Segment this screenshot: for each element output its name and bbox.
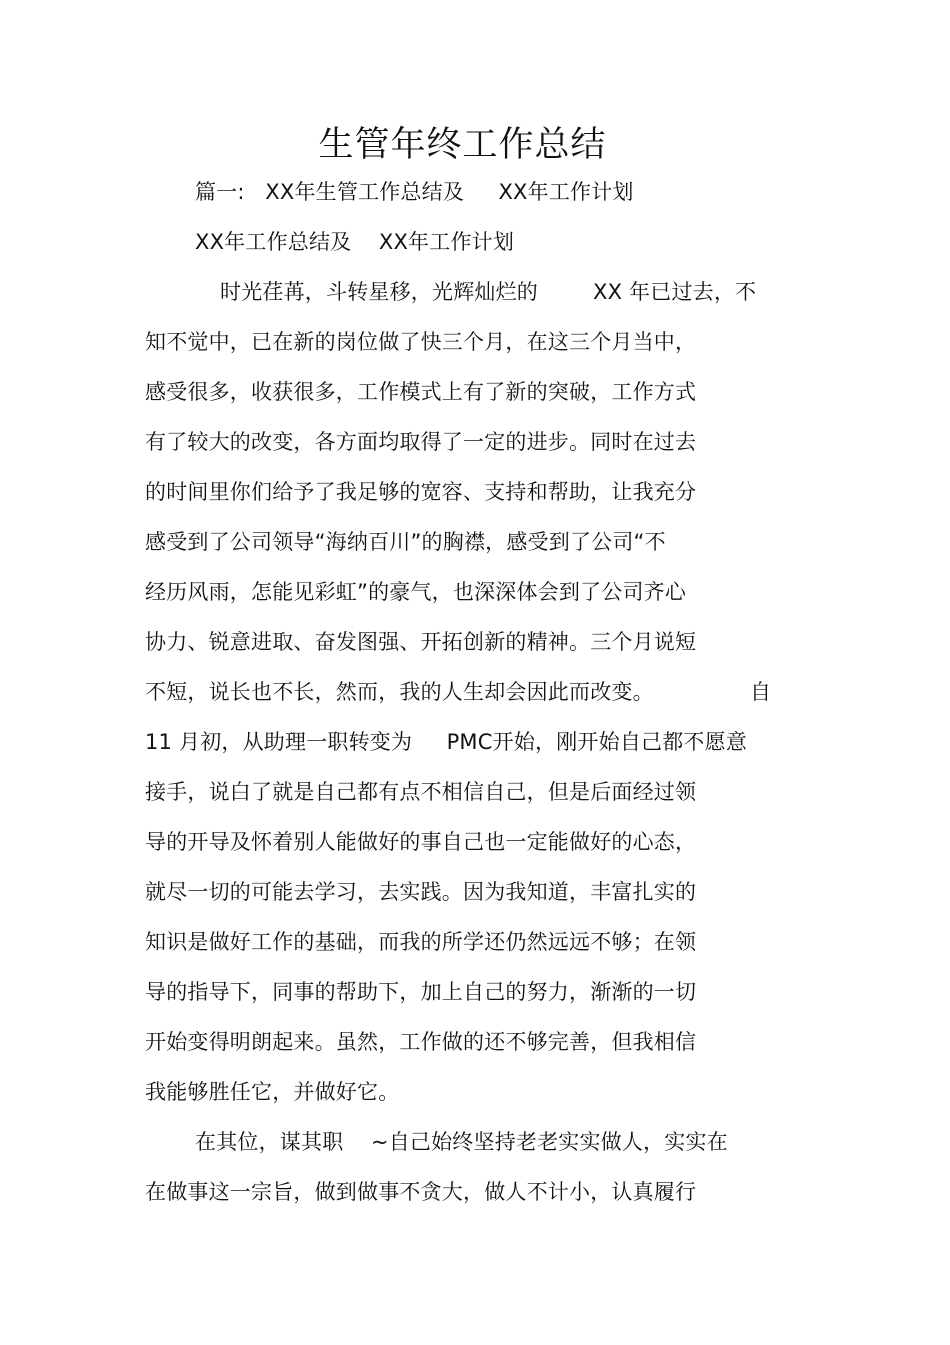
text-line: 在其位，谋其职 ~自己始终坚持老老实实做人，实实在 xyxy=(195,1130,728,1154)
text-line: 就尽一切的可能去学习，去实践。因为我知道，丰富扎实的 xyxy=(145,880,697,904)
text-line: 有了较大的改变，各方面均取得了一定的进步。同时在过去 xyxy=(145,430,697,454)
text-line: 11 月初，从助理一职转变为 PMC开始，刚开始自己都不愿意 xyxy=(145,730,748,754)
text-line: 开始变得明朗起来。虽然，工作做的还不够完善，但我相信 xyxy=(145,1030,697,1054)
text-line: 感受到了公司领导“海纳百川”的胸襟，感受到了公司“不 xyxy=(145,530,666,554)
text-line: 在做事这一宗旨，做到做事不贪大，做人不计小，认真履行 xyxy=(145,1180,697,1204)
text-line: 篇一: XX年生管工作总结及 XX年工作计划 xyxy=(195,180,634,204)
text-line: 导的指导下，同事的帮助下，加上自己的努力，渐渐的一切 xyxy=(145,980,697,1004)
text-line: 知不觉中，已在新的岗位做了快三个月，在这三个月当中， xyxy=(145,330,697,354)
document-title: 生管年终工作总结 xyxy=(318,125,607,165)
text-line: 知识是做好工作的基础，而我的所学还仍然远远不够；在领 xyxy=(145,930,697,954)
text-line: 导的开导及怀着别人能做好的事自己也一定能做好的心态， xyxy=(145,830,697,854)
text-line: 感受很多，收获很多，工作模式上有了新的突破，工作方式 xyxy=(145,380,697,404)
text-line: XX年工作总结及 XX年工作计划 xyxy=(195,230,515,254)
text-line: 的时间里你们给予了我足够的宽容、支持和帮助，让我充分 xyxy=(145,480,697,504)
text-line: 接手，说白了就是自己都有点不相信自己，但是后面经过领 xyxy=(145,780,697,804)
text-line: 时光荏苒，斗转星移，光辉灿烂的 XX 年已过去，不 xyxy=(220,280,757,304)
text-line: 我能够胜任它，并做好它。 xyxy=(145,1080,400,1104)
text-line: 不短，说长也不长，然而，我的人生却会因此而改变。 自 xyxy=(145,680,772,704)
text-line: 经历风雨，怎能见彩虹”的豪气，也深深体会到了公司齐心 xyxy=(145,580,687,604)
text-line: 协力、锐意进取、奋发图强、开拓创新的精神。三个月说短 xyxy=(145,630,697,654)
